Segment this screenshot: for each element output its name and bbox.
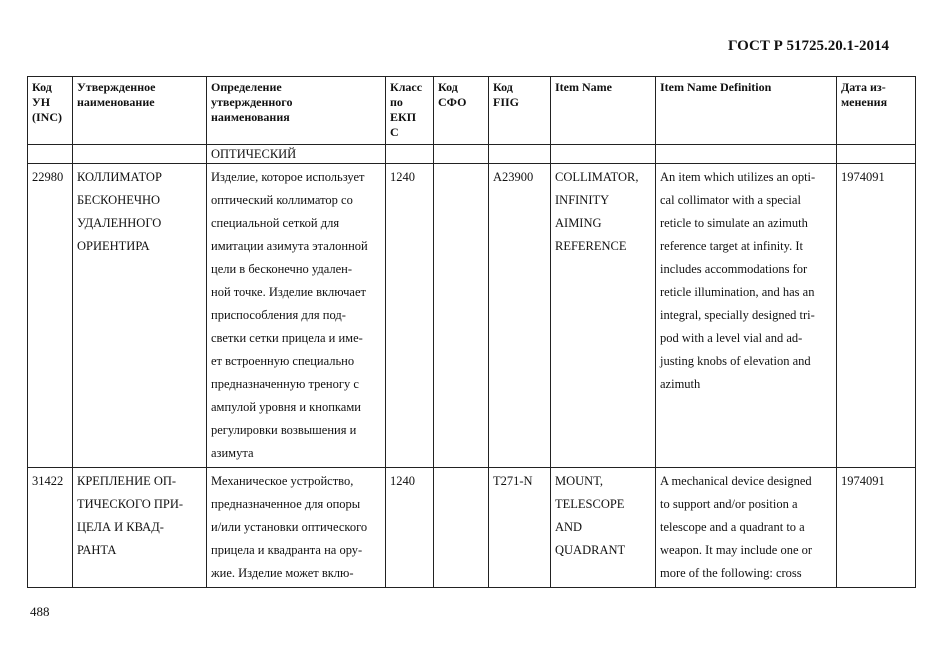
text-value: 1974091 <box>841 170 885 184</box>
cell-item-name <box>551 468 656 588</box>
cell-item-definition <box>656 468 837 588</box>
cell-sfo <box>434 164 489 468</box>
text-line: БЕСКОНЕЧНО <box>77 193 161 207</box>
text-line: Item Name Definition <box>660 80 772 94</box>
text-line: telescope and a quadrant to a <box>660 520 805 534</box>
text-line: Утвержденное <box>77 80 156 94</box>
text-line: имитации азимута эталонной <box>211 239 368 253</box>
text-line: reticle to simulate an azimuth <box>660 216 808 230</box>
text-line: предназначенное для опоры <box>211 497 361 511</box>
header-sfo <box>434 77 489 145</box>
text-line: AIMING <box>555 216 602 230</box>
text-line: наименование <box>77 95 155 109</box>
cell-definition <box>207 164 386 468</box>
cell-definition <box>207 468 386 588</box>
text-line: weapon. It may include one or <box>660 543 813 557</box>
text-value: A23900 <box>493 170 534 184</box>
text-line: Изделие, которое использует <box>211 170 365 184</box>
cell-class <box>386 468 434 588</box>
header-definition <box>207 77 386 145</box>
header-approved-name <box>73 77 207 145</box>
continuation-row <box>28 145 916 164</box>
text-line: цели в бесконечно удален- <box>211 262 353 276</box>
text-line: Дата из- <box>841 80 886 94</box>
cell-date <box>837 164 916 468</box>
text-line: светки сетки прицела и име- <box>211 331 363 345</box>
cell-item-definition <box>656 164 837 468</box>
text-line: предназначенную треногу с <box>211 377 359 391</box>
cell-item-name <box>551 164 656 468</box>
text-line: AND <box>555 520 583 534</box>
text-line: (INC) <box>32 110 62 124</box>
text-line: ОРИЕНТИРА <box>77 239 150 253</box>
text-line: специальной сеткой для <box>211 216 340 230</box>
text-line: прицела и квадранта на ору- <box>211 543 363 557</box>
text-line: и/или установки оптического <box>211 520 368 534</box>
text-line: РАНТА <box>77 543 117 557</box>
text-line: An item which utilizes an opti- <box>660 170 816 184</box>
text-line: азимута <box>211 446 254 460</box>
header-inc <box>28 77 73 145</box>
continuation-definition: ОПТИЧЕСКИЙ <box>207 145 386 164</box>
text-line: QUADRANT <box>555 543 626 557</box>
text-line: Код <box>32 80 52 94</box>
text-value: 22980 <box>32 170 64 184</box>
text-line: Класс <box>390 80 423 94</box>
text-line: ет встроенную специально <box>211 354 355 368</box>
text-line: FIIG <box>493 95 520 109</box>
text-value: 31422 <box>32 474 64 488</box>
text-line: reticle illumination, and has an <box>660 285 815 299</box>
text-line: A mechanical device designed <box>660 474 812 488</box>
text-line: наименования <box>211 110 290 124</box>
text-line: С <box>390 125 399 139</box>
text-line: reference target at infinity. It <box>660 239 803 253</box>
text-line: TELESCOPE <box>555 497 625 511</box>
text-line: СФО <box>438 95 467 109</box>
cell-fiig <box>489 164 551 468</box>
table-header-row <box>28 77 916 145</box>
text-line: КОЛЛИМАТОР <box>77 170 162 184</box>
text-line: ампулой уровня и кнопками <box>211 400 361 414</box>
header-class <box>386 77 434 145</box>
cell-fiig <box>489 468 551 588</box>
cell-sfo <box>434 468 489 588</box>
table-row <box>28 164 916 468</box>
text-line: Код <box>493 80 513 94</box>
text-line: по <box>390 95 403 109</box>
text-line: менения <box>841 95 888 109</box>
text-value: 1974091 <box>841 474 885 488</box>
text-line: REFERENCE <box>555 239 627 253</box>
text-line: Механическое устройство, <box>211 474 354 488</box>
table-row <box>28 468 916 588</box>
text-line: Item Name <box>555 80 612 94</box>
text-line: ТИЧЕСКОГО ПРИ- <box>77 497 184 511</box>
text-line: INFINITY <box>555 193 610 207</box>
text-value: 1240 <box>390 474 415 488</box>
cell-name <box>73 164 207 468</box>
text-line: cal collimator with a special <box>660 193 801 207</box>
text-line: includes accommodations for <box>660 262 808 276</box>
text-line: регулировки возвышения и <box>211 423 357 437</box>
text-line: integral, specially designed tri- <box>660 308 815 322</box>
text-line: оптический коллиматор со <box>211 193 353 207</box>
text-line: justing knobs of elevation and <box>660 354 811 368</box>
text-value: 1240 <box>390 170 415 184</box>
text-line: ной точке. Изделие включает <box>211 285 366 299</box>
text-line: more of the following: cross <box>660 566 802 580</box>
cell-inc <box>28 164 73 468</box>
text-line: ЕКП <box>390 110 417 124</box>
text-value: T271-N <box>493 474 533 488</box>
text-line: MOUNT, <box>555 474 604 488</box>
text-line: КРЕПЛЕНИЕ ОП- <box>77 474 177 488</box>
cell-class <box>386 164 434 468</box>
text-line: жие. Изделие может вклю- <box>211 566 354 580</box>
header-date <box>837 77 916 145</box>
text-line: Код <box>438 80 458 94</box>
text-line: ЦЕЛА И КВАД- <box>77 520 164 534</box>
nomenclature-table <box>27 76 916 588</box>
text-line: УН <box>32 95 51 109</box>
text-line: приспособления для под- <box>211 308 346 322</box>
document-code: ГОСТ Р 51725.20.1-2014 <box>727 38 889 54</box>
text-line: to support and/or position a <box>660 497 798 511</box>
text-line: azimuth <box>660 377 701 391</box>
text-line: COLLIMATOR, <box>555 170 639 184</box>
cell-date <box>837 468 916 588</box>
page-number: 488 <box>30 604 50 619</box>
header-item-definition <box>656 77 837 145</box>
cell-name <box>73 468 207 588</box>
text-line: утвержденного <box>211 95 293 109</box>
text-line: УДАЛЕННОГО <box>77 216 162 230</box>
header-item-name <box>551 77 656 145</box>
text-line: Определение <box>211 80 282 94</box>
cell-inc <box>28 468 73 588</box>
header-fiig <box>489 77 551 145</box>
text-line: pod with a level vial and ad- <box>660 331 803 345</box>
